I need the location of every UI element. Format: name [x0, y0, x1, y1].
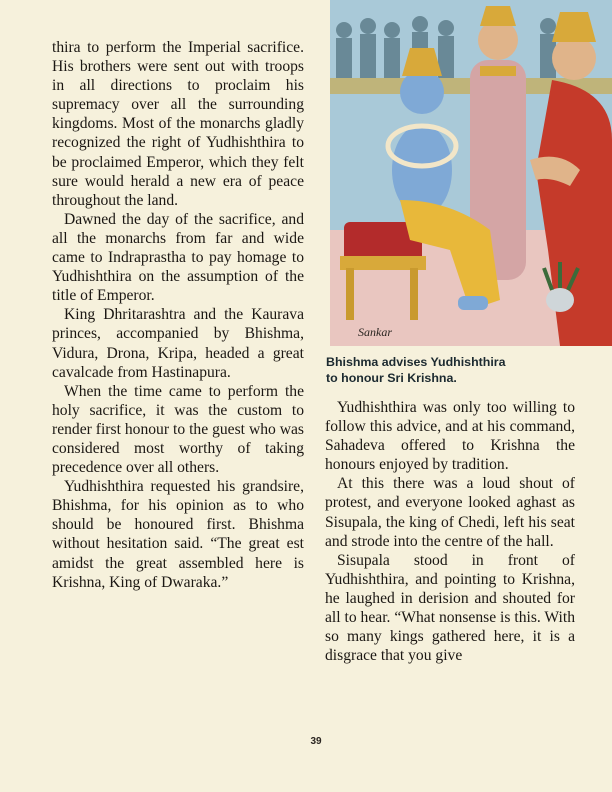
page-number: 39 [310, 736, 322, 747]
paragraph: Sisupala stood in front of Yudhishthira, and pointing to Krishna, he laughed in derision and shouted for all to hear. “What nonsense is this. With so many kings gathered here, it is a disgrace that you give [325, 551, 575, 665]
artist-signature: Sankar [358, 325, 392, 339]
left-text-column [52, 38, 304, 592]
paragraph: thira to perform the Imperial sacrifice. His brothers were sent out with troops in all directions to proclaim his supremacy over all the surrounding kingdoms. Most of the monarchs gladly recognized the right of Yudhishthira to be proclaimed Emperor, which they felt sure would herald a new era of peace throughout the land. [52, 39, 304, 209]
right-text-column [325, 398, 575, 665]
paragraph: Yudhishthira was only too willing to follow this advice, and at his command, Sahadeva offered to Krishna the honours enjoyed by tradition. [325, 399, 575, 474]
paragraph: Dawned the day of the sacrifice, and all the monarchs from far and wide came to Indraprastha to pay homage to Yudhishthira on the assumption of the title of Emperor. [52, 210, 304, 305]
caption-line: to honour Sri Krishna. [326, 371, 457, 385]
paragraph: When the time came to perform the holy sacrifice, it was the custom to render first honour to the guest who was considered most worthy of taking precedence over all others. [52, 382, 304, 477]
paragraph: At this there was a loud shout of protest, and everyone looked aghast as Sisupala, the king of Chedi, left his seat and strode into the centre of the hall. [325, 475, 575, 550]
court-scene-image [330, 0, 612, 346]
caption-line: Bhishma advises Yudhishthira [326, 355, 506, 369]
illustration [330, 0, 612, 346]
illustration-caption [326, 354, 586, 386]
paragraph: King Dhritarashtra and the Kaurava princes, accompanied by Bhishma, Vidura, Drona, Kripa, headed a great cavalcade from Hastinapura. [52, 306, 304, 381]
paragraph: Yudhishthira requested his grandsire, Bhishma, for his opinion as to who should be honoured first. Bhishma without hesitation said. “The great est amidst the great assembled here is Krishna, King of Dwaraka.” [52, 478, 304, 591]
